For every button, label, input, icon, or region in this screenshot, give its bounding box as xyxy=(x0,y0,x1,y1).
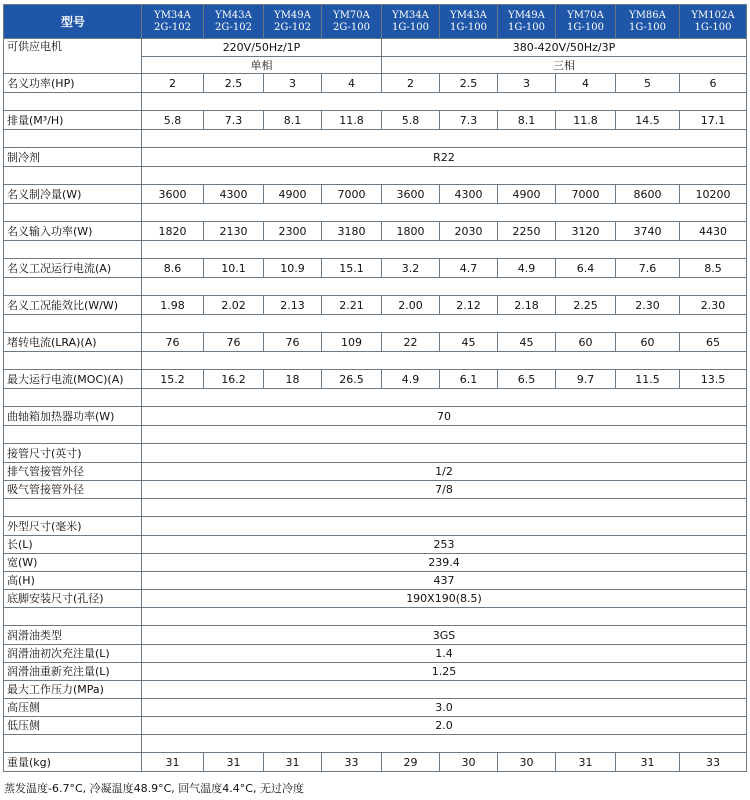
value-cell: 2.02 xyxy=(204,296,264,315)
model-code: 2G-102 xyxy=(273,21,311,33)
spec-table xyxy=(3,4,747,772)
blank-label-cell xyxy=(4,426,142,444)
spec-row-high-side xyxy=(4,699,747,717)
row-label: 可供应电机 xyxy=(4,39,142,74)
row-label: 润滑油类型 xyxy=(4,626,142,645)
value-cell: 4900 xyxy=(264,185,322,204)
value-cell: 7/8 xyxy=(142,481,747,499)
model-name: YM70A xyxy=(333,9,370,21)
value-cell: 8.5 xyxy=(680,259,747,278)
value-cell: R22 xyxy=(142,148,747,167)
spacer-row xyxy=(4,241,747,259)
model-name: YM86A xyxy=(629,9,666,21)
value-cell: 3GS xyxy=(142,626,747,645)
header-row xyxy=(4,5,747,39)
value-cell: 22 xyxy=(382,333,440,352)
value-cell: 11.5 xyxy=(616,370,680,389)
value-cell: 2.18 xyxy=(498,296,556,315)
row-label: 最大运行电流(MOC)(A) xyxy=(4,370,142,389)
model-code: 1G-100 xyxy=(628,21,666,33)
row-label: 排气管接管外径 xyxy=(4,463,142,481)
row-label: 外型尺寸(毫米) xyxy=(4,517,142,536)
value-cell: 2.0 xyxy=(142,717,747,735)
value-cell: 4.9 xyxy=(498,259,556,278)
value-cell: 31 xyxy=(556,753,616,772)
value-cell: 10.1 xyxy=(204,259,264,278)
spec-row-lra xyxy=(4,333,747,352)
value-cell: 4 xyxy=(556,74,616,93)
model-code: 2G-102 xyxy=(214,21,252,33)
value-cell: 2250 xyxy=(498,222,556,241)
model-cell xyxy=(322,5,382,39)
model-cell xyxy=(498,5,556,39)
spacer-row xyxy=(4,608,747,626)
value-cell: 2030 xyxy=(440,222,498,241)
model-name: YM49A xyxy=(274,9,311,21)
blank-label-cell xyxy=(4,278,142,296)
value-cell: 2130 xyxy=(204,222,264,241)
value-cell: 6.1 xyxy=(440,370,498,389)
spec-row-heater xyxy=(4,407,747,426)
row-label: 润滑油重新充注量(L) xyxy=(4,663,142,681)
value-cell: 11.8 xyxy=(322,111,382,130)
value-cell: 4300 xyxy=(204,185,264,204)
row-label: 制冷剂 xyxy=(4,148,142,167)
spec-row-refrigerant xyxy=(4,148,747,167)
model-cell xyxy=(264,5,322,39)
value-cell: 7.3 xyxy=(204,111,264,130)
value-cell: 437 xyxy=(142,572,747,590)
value-cell: 10200 xyxy=(680,185,747,204)
model-code: 1G-100 xyxy=(694,21,732,33)
spacer-row xyxy=(4,389,747,407)
value-cell: 60 xyxy=(556,333,616,352)
model-cell xyxy=(616,5,680,39)
row-label: 名义工况能效比(W/W) xyxy=(4,296,142,315)
single-phase-cell: 单相 xyxy=(142,57,382,74)
row-label: 高压侧 xyxy=(4,699,142,717)
model-code: 2G-102 xyxy=(153,21,191,33)
value-cell: 3180 xyxy=(322,222,382,241)
value-cell: 7.3 xyxy=(440,111,498,130)
model-cell xyxy=(204,5,264,39)
blank-value-cell xyxy=(142,499,747,517)
value-cell: 2.25 xyxy=(556,296,616,315)
value-cell: 4 xyxy=(322,74,382,93)
value-cell: 1.98 xyxy=(142,296,204,315)
spec-row-moc xyxy=(4,370,747,389)
value-cell: 33 xyxy=(680,753,747,772)
model-header-label: 型号 xyxy=(4,5,142,39)
value-cell: 2.13 xyxy=(264,296,322,315)
value-cell: 8.6 xyxy=(142,259,204,278)
spec-row-oil-refill xyxy=(4,663,747,681)
value-cell: 1/2 xyxy=(142,463,747,481)
value-cell: 2 xyxy=(382,74,440,93)
row-label: 名义制冷量(W) xyxy=(4,185,142,204)
value-cell: 60 xyxy=(616,333,680,352)
value-cell: 4.9 xyxy=(382,370,440,389)
blank-value-cell xyxy=(142,426,747,444)
row-label: 低压侧 xyxy=(4,717,142,735)
model-name: YM43A xyxy=(215,9,252,21)
three-phase-cell: 三相 xyxy=(382,57,747,74)
value-cell: 2.21 xyxy=(322,296,382,315)
spacer-row xyxy=(4,278,747,296)
blank-label-cell xyxy=(4,93,142,111)
spacer-row xyxy=(4,499,747,517)
value-cell: 65 xyxy=(680,333,747,352)
value-cell: 31 xyxy=(142,753,204,772)
value-cell: 3740 xyxy=(616,222,680,241)
row-label: 名义功率(HP) xyxy=(4,74,142,93)
value-cell: 10.9 xyxy=(264,259,322,278)
value-cell: 76 xyxy=(264,333,322,352)
spec-row-current xyxy=(4,259,747,278)
spacer-row xyxy=(4,352,747,370)
row-label: 宽(W) xyxy=(4,554,142,572)
blank-value-cell xyxy=(142,608,747,626)
row-label: 长(L) xyxy=(4,536,142,554)
row-label: 润滑油初次充注量(L) xyxy=(4,645,142,663)
spec-row-low-side xyxy=(4,717,747,735)
value-cell: 3120 xyxy=(556,222,616,241)
row-label: 曲轴箱加热器功率(W) xyxy=(4,407,142,426)
blank-label-cell xyxy=(4,204,142,222)
value-cell: 30 xyxy=(440,753,498,772)
value-cell: 17.1 xyxy=(680,111,747,130)
blank-value-cell xyxy=(142,130,747,148)
value-cell: 239.4 xyxy=(142,554,747,572)
power-supply-row xyxy=(4,39,747,57)
value-cell: 6 xyxy=(680,74,747,93)
value-cell: 6.4 xyxy=(556,259,616,278)
value-cell: 11.8 xyxy=(556,111,616,130)
value-cell: 5.8 xyxy=(382,111,440,130)
value-cell: 3 xyxy=(498,74,556,93)
value-cell: 1820 xyxy=(142,222,204,241)
row-label: 排量(M³/H) xyxy=(4,111,142,130)
row-label: 名义工况运行电流(A) xyxy=(4,259,142,278)
value-cell: 31 xyxy=(204,753,264,772)
blank-label-cell xyxy=(4,130,142,148)
value-cell: 190X190(8.5) xyxy=(142,590,747,608)
model-cell xyxy=(680,5,747,39)
blank-value-cell xyxy=(142,241,747,259)
value-cell: 15.1 xyxy=(322,259,382,278)
value-cell: 5.8 xyxy=(142,111,204,130)
spec-row-height xyxy=(4,572,747,590)
row-label: 重量(kg) xyxy=(4,753,142,772)
value-cell: 3600 xyxy=(142,185,204,204)
value-cell: 14.5 xyxy=(616,111,680,130)
model-code: 1G-100 xyxy=(449,21,487,33)
value-cell: 1.4 xyxy=(142,645,747,663)
value-cell: 253 xyxy=(142,536,747,554)
row-label: 接管尺寸(英寸) xyxy=(4,444,142,463)
value-cell: 6.5 xyxy=(498,370,556,389)
value-cell: 1.25 xyxy=(142,663,747,681)
value-cell: 2 xyxy=(142,74,204,93)
spec-row-mount xyxy=(4,590,747,608)
blank-label-cell xyxy=(4,735,142,753)
three-voltage-cell: 380-420V/50Hz/3P xyxy=(382,39,747,57)
model-cell xyxy=(142,5,204,39)
model-code: 1G-100 xyxy=(507,21,545,33)
row-label: 最大工作压力(MPa) xyxy=(4,681,142,699)
spec-row-pressure-title xyxy=(4,681,747,699)
value-cell: 16.2 xyxy=(204,370,264,389)
value-cell: 7000 xyxy=(322,185,382,204)
value-cell: 109 xyxy=(322,333,382,352)
blank-label-cell xyxy=(4,499,142,517)
value-cell: 30 xyxy=(498,753,556,772)
row-label: 高(H) xyxy=(4,572,142,590)
blank-label-cell xyxy=(4,608,142,626)
blank-label-cell xyxy=(4,241,142,259)
footnote: 蒸发温度-6.7°C, 冷凝温度48.9°C, 回气温度4.4°C, 无过冷度 xyxy=(4,782,304,795)
spec-row-input-power xyxy=(4,222,747,241)
model-name: YM43A xyxy=(450,9,487,21)
blank-value-cell xyxy=(142,204,747,222)
value-cell: 18 xyxy=(264,370,322,389)
value-cell: 13.5 xyxy=(680,370,747,389)
model-code: 1G-100 xyxy=(391,21,429,33)
spec-row-eer xyxy=(4,296,747,315)
model-name: YM34A xyxy=(154,9,191,21)
value-cell: 3.2 xyxy=(382,259,440,278)
spec-row-length xyxy=(4,536,747,554)
spacer-row xyxy=(4,735,747,753)
value-cell: 1800 xyxy=(382,222,440,241)
model-name: YM102A xyxy=(691,9,735,21)
value-cell: 2.12 xyxy=(440,296,498,315)
blank-label-cell xyxy=(4,352,142,370)
value-cell: 7.6 xyxy=(616,259,680,278)
value-cell: 8600 xyxy=(616,185,680,204)
value-cell: 4900 xyxy=(498,185,556,204)
spacer-row xyxy=(4,93,747,111)
value-cell: 7000 xyxy=(556,185,616,204)
blank-label-cell xyxy=(4,389,142,407)
blank-value-cell xyxy=(142,278,747,296)
spacer-row xyxy=(4,315,747,333)
value-cell: 4.7 xyxy=(440,259,498,278)
value-cell: 2.30 xyxy=(680,296,747,315)
value-cell: 76 xyxy=(204,333,264,352)
blank-label-cell xyxy=(4,315,142,333)
value-cell: 15.2 xyxy=(142,370,204,389)
spacer-row xyxy=(4,167,747,185)
spacer-row xyxy=(4,204,747,222)
blank-value-cell xyxy=(142,389,747,407)
value-cell: 29 xyxy=(382,753,440,772)
spec-row-dim-title xyxy=(4,517,747,536)
model-cell xyxy=(382,5,440,39)
blank-value-cell xyxy=(142,735,747,753)
value-cell: 31 xyxy=(264,753,322,772)
value-cell: 31 xyxy=(616,753,680,772)
model-name: YM70A xyxy=(567,9,604,21)
model-name: YM49A xyxy=(508,9,545,21)
row-label: 名义输入功率(W) xyxy=(4,222,142,241)
spec-row-weight xyxy=(4,753,747,772)
value-cell: 3 xyxy=(264,74,322,93)
value-cell: 76 xyxy=(142,333,204,352)
spec-row-suction xyxy=(4,481,747,499)
value-cell: 5 xyxy=(616,74,680,93)
spec-row-discharge xyxy=(4,463,747,481)
blank-value-cell xyxy=(142,517,747,536)
blank-value-cell xyxy=(142,167,747,185)
blank-label-cell xyxy=(4,167,142,185)
value-cell: 3600 xyxy=(382,185,440,204)
value-cell: 45 xyxy=(498,333,556,352)
value-cell: 8.1 xyxy=(498,111,556,130)
spec-row-displacement xyxy=(4,111,747,130)
blank-value-cell xyxy=(142,352,747,370)
value-cell: 2.5 xyxy=(204,74,264,93)
value-cell: 26.5 xyxy=(322,370,382,389)
row-label: 底脚安装尺寸(孔径) xyxy=(4,590,142,608)
model-cell xyxy=(556,5,616,39)
value-cell: 2300 xyxy=(264,222,322,241)
model-cell xyxy=(440,5,498,39)
value-cell: 45 xyxy=(440,333,498,352)
value-cell: 8.1 xyxy=(264,111,322,130)
value-cell: 9.7 xyxy=(556,370,616,389)
value-cell: 4430 xyxy=(680,222,747,241)
blank-value-cell xyxy=(142,444,747,463)
row-label: 吸气管接管外径 xyxy=(4,481,142,499)
spec-row-cooling xyxy=(4,185,747,204)
spec-row-width xyxy=(4,554,747,572)
value-cell: 70 xyxy=(142,407,747,426)
value-cell: 3.0 xyxy=(142,699,747,717)
spec-row-pipe-title xyxy=(4,444,747,463)
single-voltage-cell: 220V/50Hz/1P xyxy=(142,39,382,57)
value-cell: 2.5 xyxy=(440,74,498,93)
value-cell: 4300 xyxy=(440,185,498,204)
spec-row-oil-initial xyxy=(4,645,747,663)
value-cell: 2.30 xyxy=(616,296,680,315)
blank-value-cell xyxy=(142,315,747,333)
spec-row-hp xyxy=(4,74,747,93)
blank-value-cell xyxy=(142,681,747,699)
spacer-row xyxy=(4,426,747,444)
value-cell: 33 xyxy=(322,753,382,772)
model-code: 1G-100 xyxy=(566,21,604,33)
blank-value-cell xyxy=(142,93,747,111)
model-name: YM34A xyxy=(392,9,429,21)
value-cell: 2.00 xyxy=(382,296,440,315)
spacer-row xyxy=(4,130,747,148)
row-label: 堵转电流(LRA)(A) xyxy=(4,333,142,352)
model-code: 2G-100 xyxy=(332,21,370,33)
spec-row-oil-type xyxy=(4,626,747,645)
